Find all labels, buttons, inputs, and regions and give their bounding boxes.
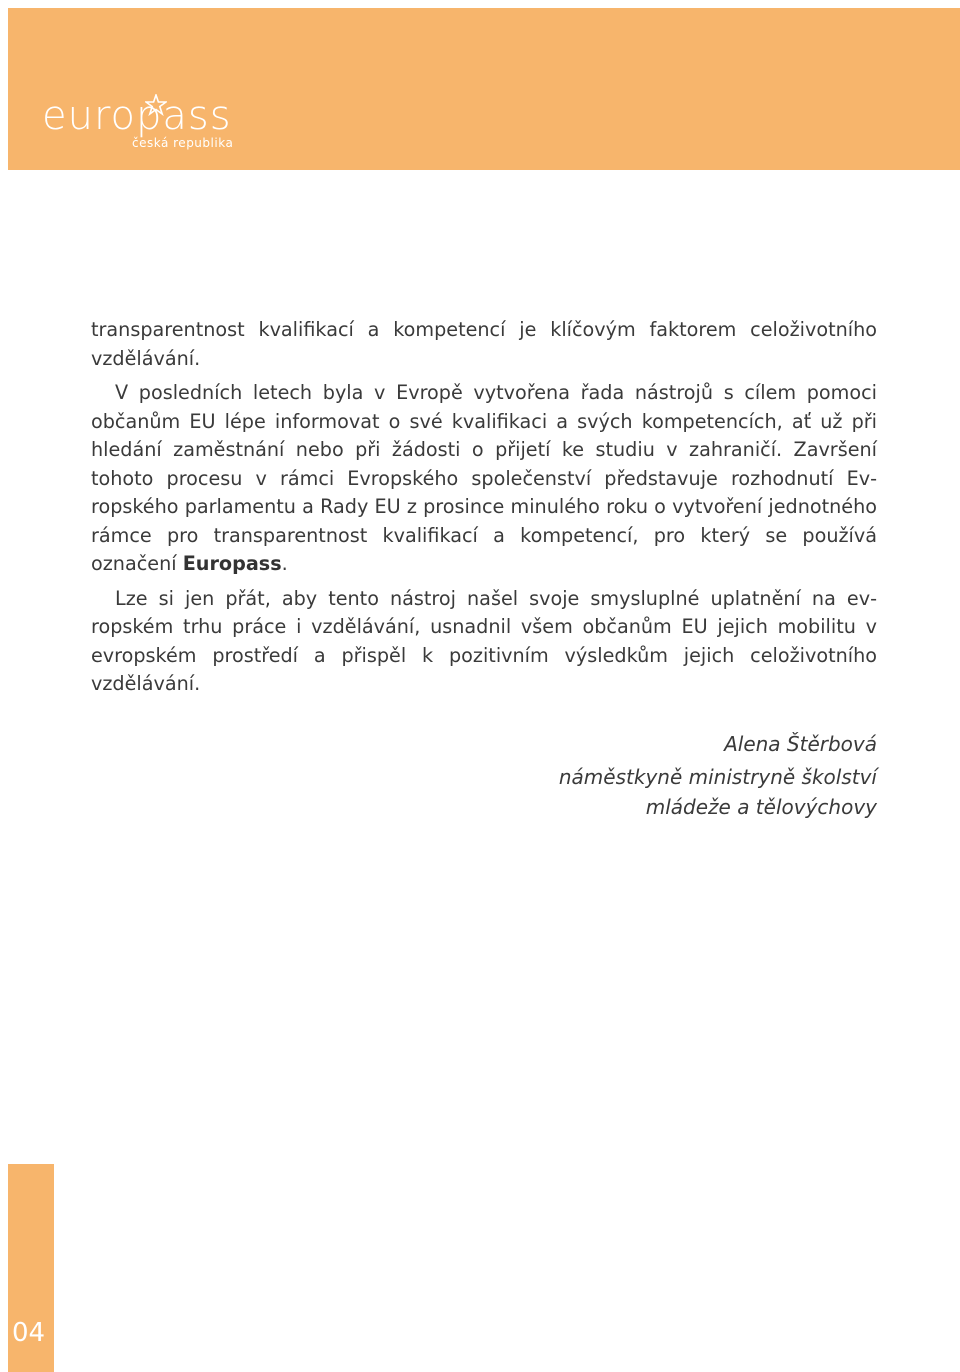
logo-subtitle: česká republika — [132, 136, 234, 150]
paragraph-2-end: . — [281, 552, 288, 575]
header-band — [8, 8, 960, 170]
europass-emphasis: Europass — [182, 552, 282, 575]
signatory-role-line-1: náměstkyně ministryně školství — [558, 765, 877, 789]
paragraph-3: Lze si jen přát, aby tento nástroj našel svoje smysluplné uplatnění na evropském trhu práce i vzdělávání, usnadnil všem občanům EU jejich mobilitu v evropském prostředí a přispěl k pozitivním výsledkům jejich celoživotního vzdělávání. — [91, 586, 877, 695]
paragraph-2 — [91, 379, 877, 579]
signatory-name: Alena Štěrbová — [724, 732, 877, 756]
signatory-role-line-2: mládeže a tělovýchovy — [645, 795, 877, 819]
logo-wordmark: europass — [42, 93, 232, 139]
letter-body — [91, 316, 877, 705]
star-icon — [145, 94, 167, 116]
paragraph-1: transparentnost kvalifikací a kompetencí je klíčovým faktorem celoživotního vzdělávání. — [91, 318, 877, 370]
europass-logo — [42, 93, 242, 156]
signature-block — [559, 728, 877, 822]
paragraph-2-text: V posledních letech byla v Evropě vytvořena řada nástrojů s cílem pomoci občanům EU lépe informovat o své kvalifikaci a svých kompetencích, ať už při hledání zaměstnání nebo při žádosti o přijetí ke studiu v zahraničí. Završení tohoto procesu v rámci Evropského společenství představuje rozhodnutí Evropského parlamentu a Rady EU z prosince minulého roku o vytvoření jednotného rámce pro transparentnost kvalifikací a kompetencí, pro který se používá označení — [91, 381, 877, 575]
page-number: 04 — [12, 1318, 46, 1348]
